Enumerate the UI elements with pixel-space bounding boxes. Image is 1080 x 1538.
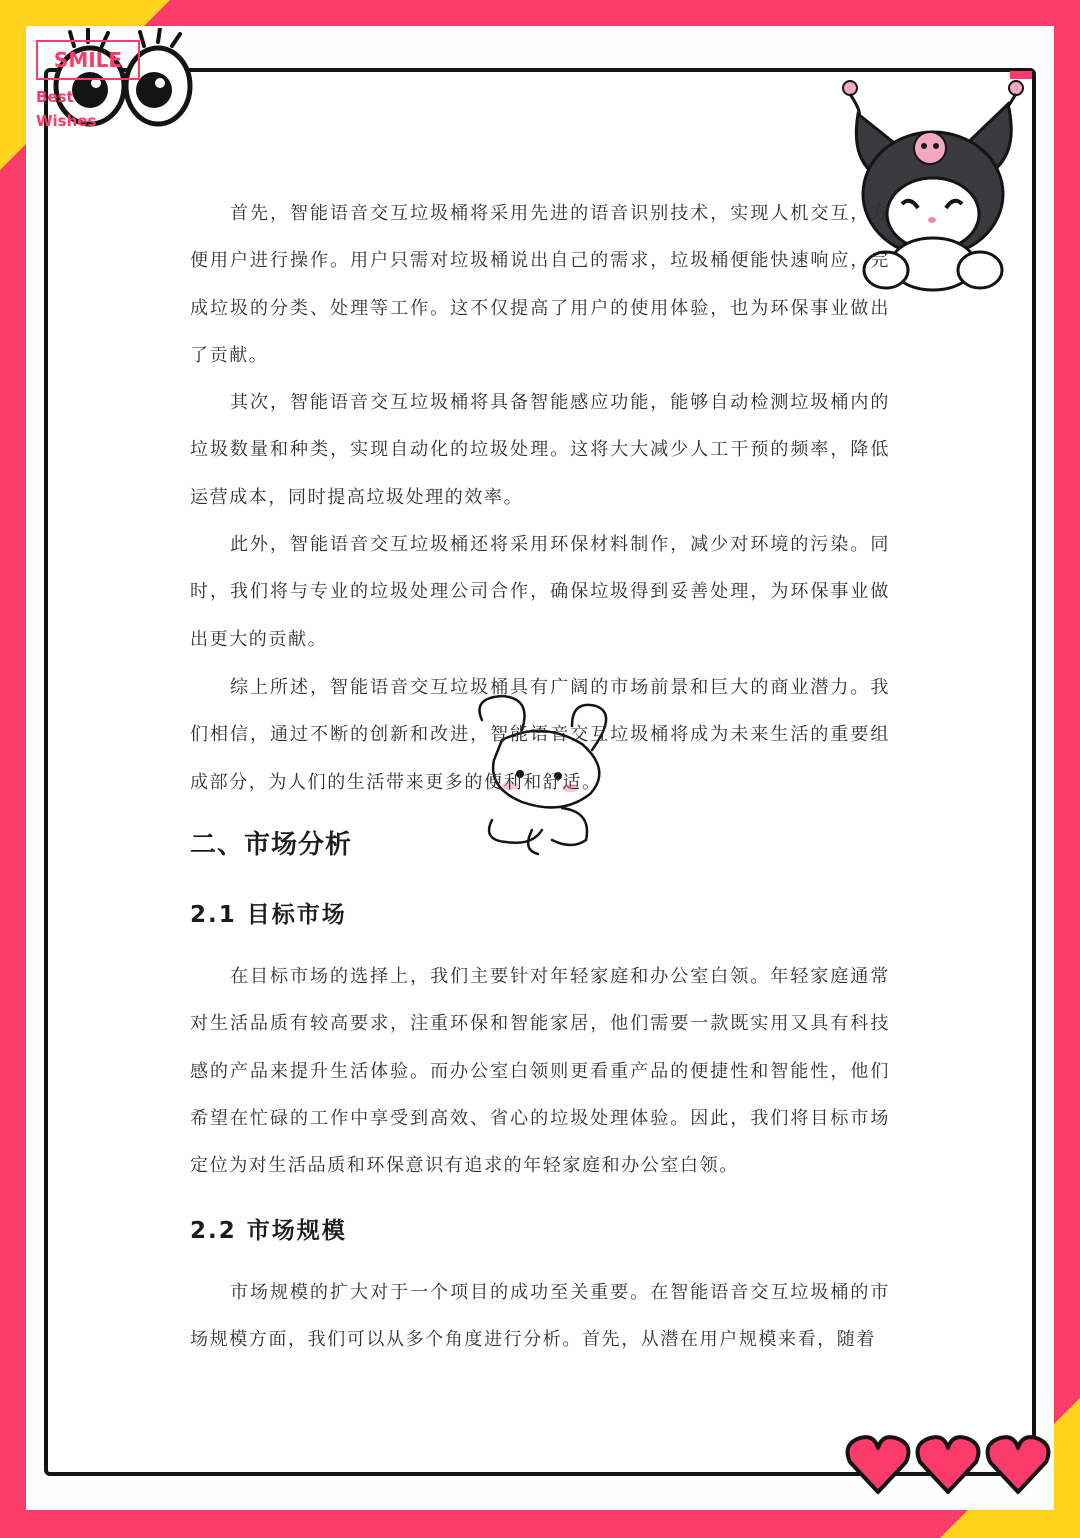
heart-icon: [918, 1437, 979, 1492]
wishes-label: Wishes: [36, 112, 97, 130]
section-heading-market-analysis: 二、市场分析: [190, 830, 353, 860]
paragraph-2: 其次，智能语音交互垃圾桶将具备智能感应功能，能够自动检测垃圾桶内的垃圾数量和种类，实现自动化的垃圾处理。这将大大减少人工干预的频率，降低运营成本，同时提高垃圾处理的效率。: [190, 392, 890, 508]
paragraph-3: 此外，智能语音交互垃圾桶还将采用环保材料制作，减少对环境的污染。同时，我们将与专业的垃圾处理公司合作，确保垃圾得到妥善处理，为环保事业做出更大的贡献。: [190, 534, 890, 650]
smile-badge: [26, 28, 206, 138]
paragraph-target-market: 在目标市场的选择上，我们主要针对年轻家庭和办公室白领。年轻家庭通常对生活品质有较高要求，注重环保和智能家居，他们需要一款既实用又具有科技感的产品来提升生活体验。而办公室白领则更看重产品的便捷性和智能性，他们希望在忙碌的工作中享受到高效、省心的垃圾处理体验。因此，我们将目标市场定位为对生活品质和环保意识有追求的年轻家庭和办公室白领。: [190, 966, 890, 1177]
subheading-market-size: 2.2 市场规模: [190, 1218, 347, 1244]
paragraph-4: 综上所述，智能语音交互垃圾桶具有广阔的市场前景和巨大的商业潜力。我们相信，通过不断的创新和改进，智能语音交互垃圾桶将成为未来生活的重要组成部分，为人们的生活带来更多的便利和舒适。: [190, 677, 890, 793]
smile-label: SMILE: [36, 40, 140, 80]
heart-icon: [988, 1437, 1049, 1492]
heart-icon: [848, 1437, 909, 1492]
paragraph-market-size: 市场规模的扩大对于一个项目的成功至关重要。在智能语音交互垃圾桶的市场规模方面，我们可以从多个角度进行分析。首先，从潜在用户规模来看，随着: [190, 1282, 890, 1351]
subheading-target-market: 2.1 目标市场: [190, 902, 347, 928]
paragraph-1: 首先，智能语音交互垃圾桶将采用先进的语音识别技术，实现人机交互，方便用户进行操作。用户只需对垃圾桶说出自己的需求，垃圾桶便能快速响应，完成垃圾的分类、处理等工作。这不仅提高了用户的使用体验，也为环保事业做出了贡献。: [190, 203, 890, 366]
best-label: Best: [36, 88, 74, 106]
hearts-decoration: [844, 1430, 1054, 1500]
